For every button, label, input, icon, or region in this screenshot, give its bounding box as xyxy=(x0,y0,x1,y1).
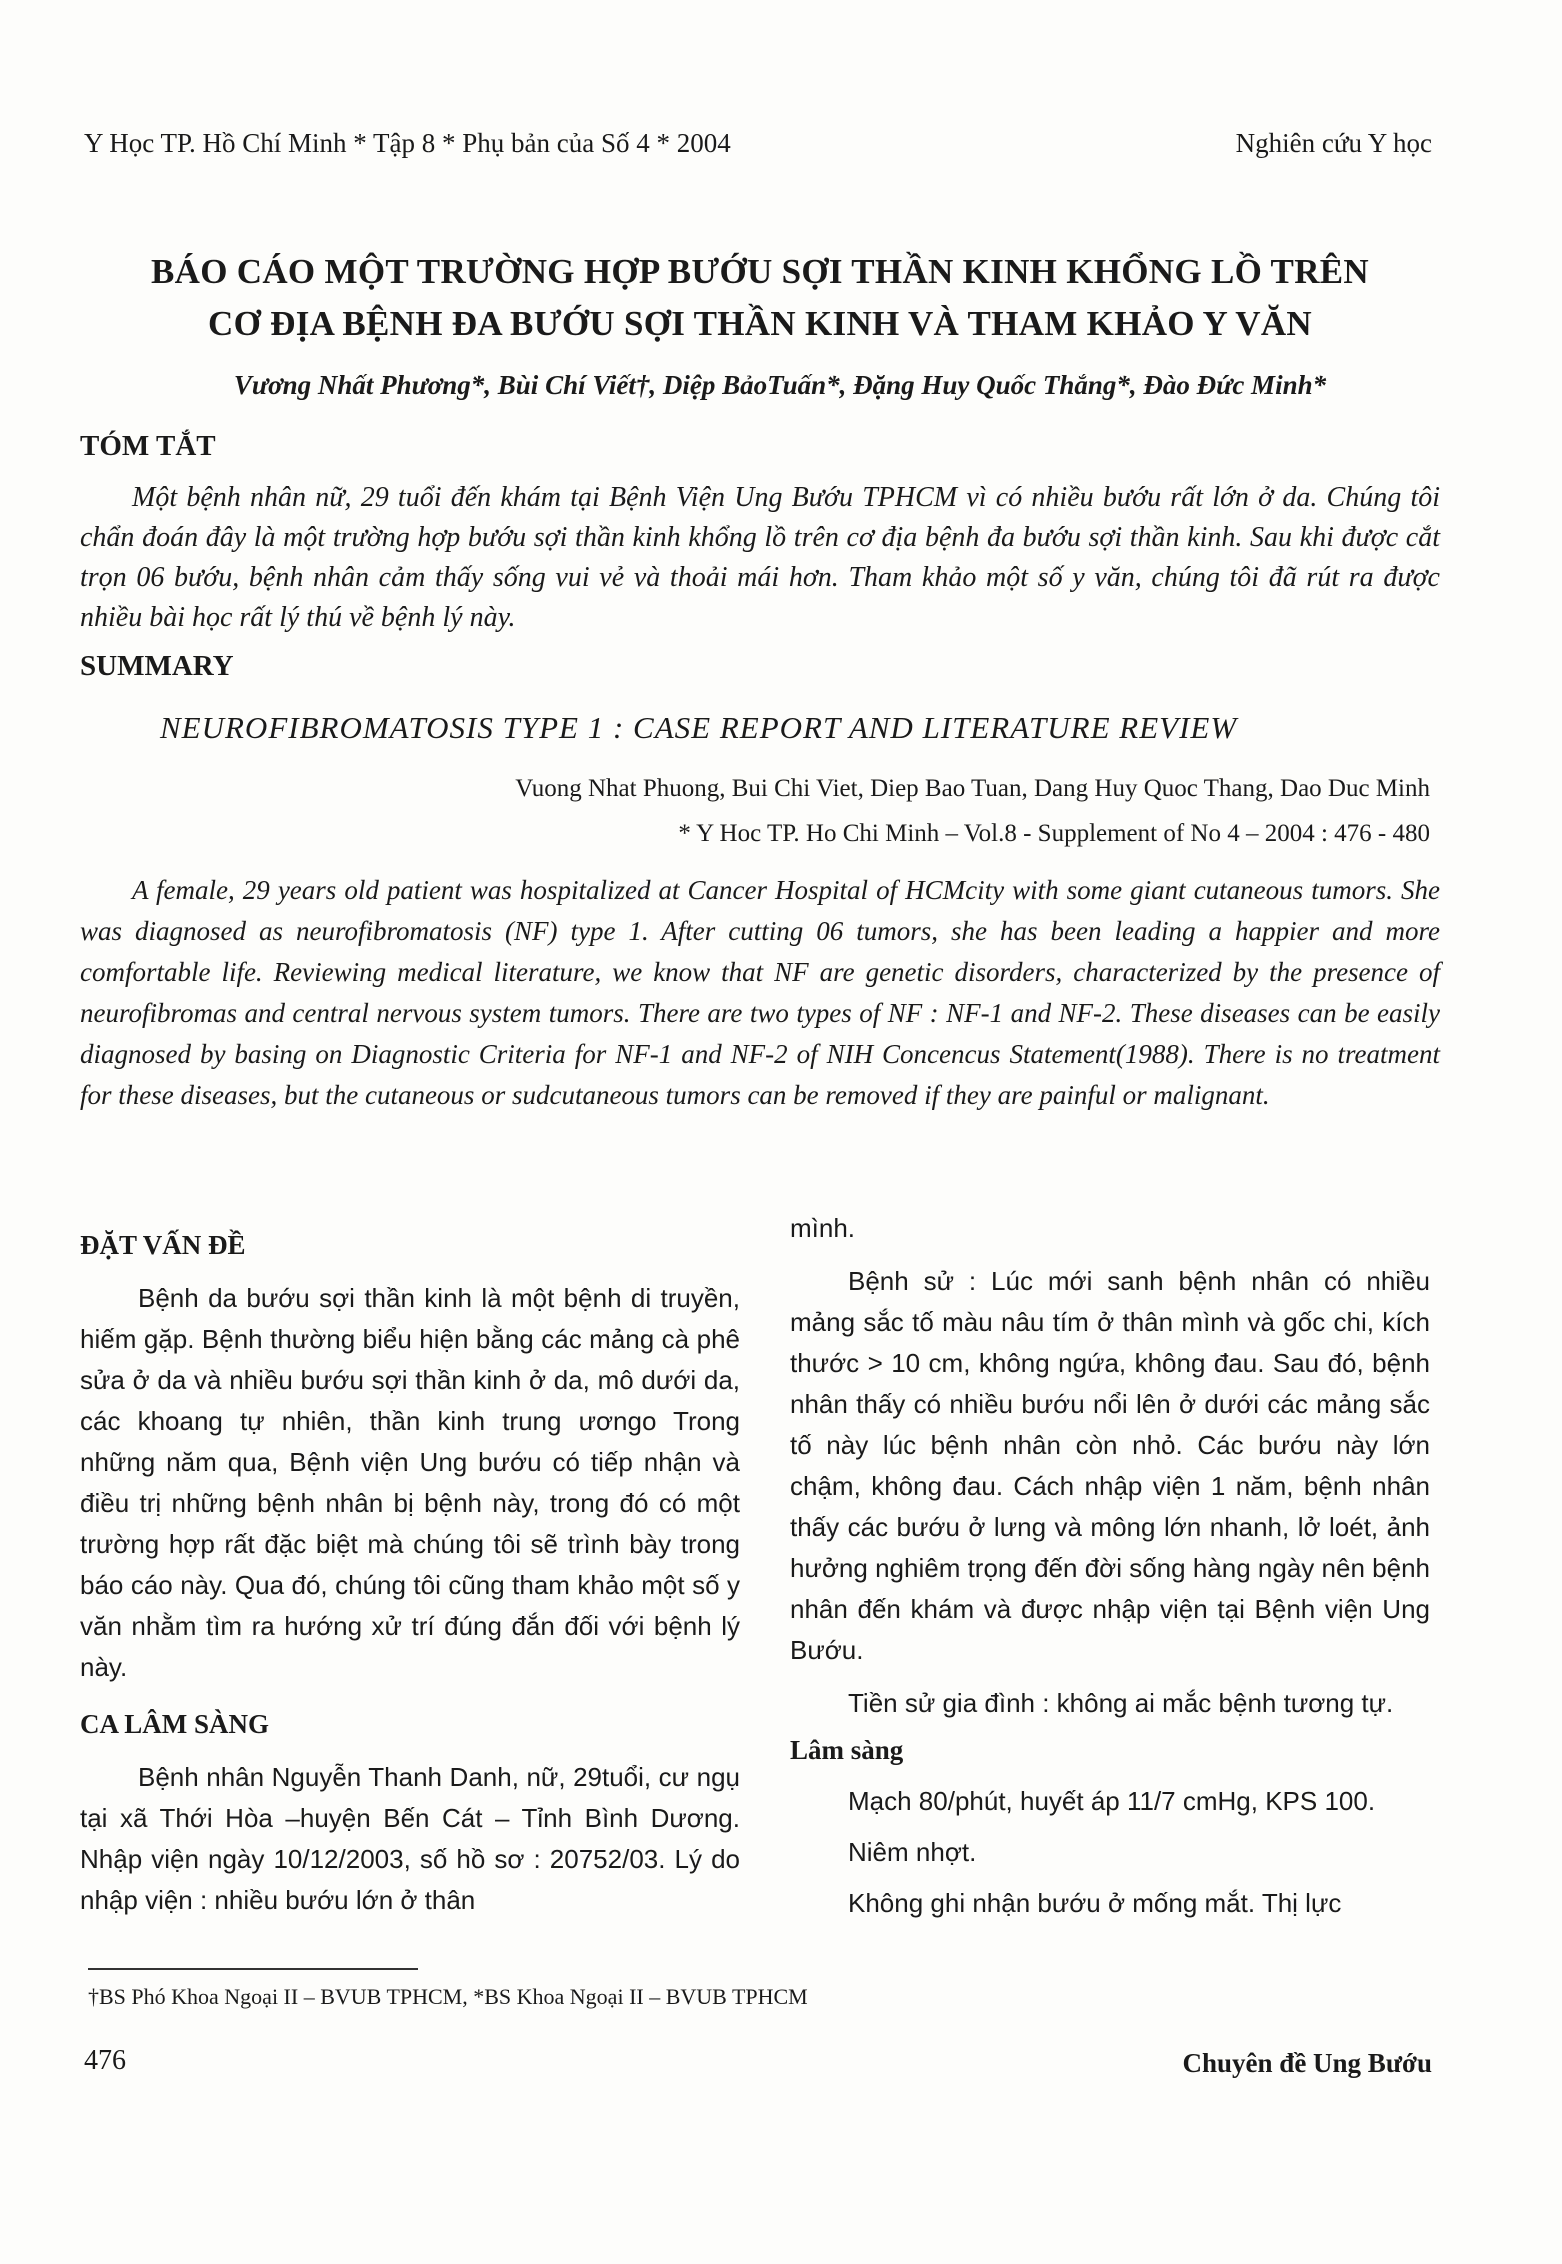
page-number: 476 xyxy=(84,2045,126,2076)
authors: Vương Nhất Phương*, Bùi Chí Viết†, Diệp BảoTuấn*, Đặng Huy Quốc Thắng*, Đào Đức Minh* xyxy=(233,370,1327,400)
article-title-line-1: BÁO CÁO MỘT TRƯỜNG HỢP BƯỚU SỢI THẦN KINH KHỔNG LỒ TRÊN xyxy=(150,252,1369,291)
intro-paragraph: Bệnh da bướu sợi thần kinh là một bệnh di truyền, hiếm gặp. Bệnh thường biểu hiện bằng các mảng cà phê sửa ở da và nhiều bướu sợi thần kinh ở da, mô dưới da, các khoang tự nhiên, thần kinh trung ươngo Trong những năm qua, Bệnh viện Ung bướu có tiếp nhận và điều trị những bệnh nhân bị bệnh này, trong đó có một trường hợp rất đặc biệt mà chúng tôi sẽ trình bày trong báo cáo này. Qua đó, chúng tôi cũng tham khảo một số y văn nhằm tìm ra hướng xử trí đúng đắn đối với bệnh lý này. xyxy=(80,1283,740,1682)
footer-section: Chuyên đề Ung Bướu xyxy=(1182,2048,1432,2078)
intro-heading: ĐẶT VẤN ĐỀ xyxy=(80,1230,246,1260)
continuation-text: mình. xyxy=(790,1213,856,1243)
footnote-rule xyxy=(88,1968,418,1970)
case-paragraph: Bệnh nhân Nguyễn Thanh Danh, nữ, 29tuổi, cư ngụ tại xã Thới Hòa –huyện Bến Cát – Tỉnh Bình Dương. Nhập viện ngày 10/12/2003, số hồ sơ : 20752/03. Lý do nhập viện : nhiều bướu lớn ở thân xyxy=(80,1762,740,1915)
family-history-paragraph: Tiền sử gia đình : không ai mắc bệnh tương tự. xyxy=(848,1688,1394,1718)
vitals-paragraph: Mạch 80/phút, huyết áp 11/7 cmHg, KPS 100. xyxy=(848,1786,1376,1816)
abstract-text: Một bệnh nhân nữ, 29 tuổi đến khám tại Bệnh Viện Ung Bướu TPHCM vì có nhiều bướu rất lớn ở da. Chúng tôi chẩn đoán đây là một trường hợp bướu sợi thần kinh khổng lồ trên cơ địa bệnh đa bướu sợi thần kinh. Sau khi được cắt trọn 06 bướu, bệnh nhân cảm thấy sống vui vẻ và thoải mái hơn. Tham khảo một số y văn, chúng tôi đã rút ra được nhiều bài học rất lý thú về bệnh lý này. xyxy=(80,482,1440,633)
summary-heading: SUMMARY xyxy=(80,650,234,682)
history-paragraph: Bệnh sử : Lúc mới sanh bệnh nhân có nhiều mảng sắc tố màu nâu tím ở thân mình và gốc chi, kích thước > 10 cm, không ngứa, không đau. Sau đó, bệnh nhân thấy có nhiều bướu nổi lên ở dưới các mảng sắc tố này lúc bệnh nhân còn nhỏ. Các bướu này lớn chậm, không đau. Cách nhập viện 1 năm, bệnh nhân thấy các bướu ở lưng và mông lớn nhanh, lở loét, ảnh hưởng nghiêm trọng đến đời sống hàng ngày nên bệnh nhân đến khám và được nhập viện tại Bệnh viện Ung Bướu. xyxy=(790,1266,1430,1665)
right-column xyxy=(790,1208,1430,1924)
abstract-heading: TÓM TẮT xyxy=(80,430,216,462)
left-column xyxy=(80,1225,740,1921)
case-heading: CA LÂM SÀNG xyxy=(80,1709,270,1739)
section-header: Nghiên cứu Y học xyxy=(1235,128,1432,158)
summary-text: A female, 29 years old patient was hospitalized at Cancer Hospital of HCMcity with some giant cutaneous tumors. She was diagnosed as neurofibromatosis (NF) type 1. After cutting 06 tumors, she has been leading a happier and more comfortable life. Reviewing medical literature, we know that NF are genetic disorders, characterized by the presence of neurofibromas and central nervous system tumors. There are two types of NF : NF-1 and NF-2. These diseases can be easily diagnosed by basing on Diagnostic Criteria for NF-1 and NF-2 of NIH Concencus Statement(1988). There is no treatment for these diseases, but the cutaneous or sudcutaneous tumors can be removed if they are painful or malignant. xyxy=(80,875,1440,1110)
journal-header: Y Học TP. Hồ Chí Minh * Tập 8 * Phụ bản của Số 4 * 2004 xyxy=(84,128,731,158)
article-title-line-2: CƠ ĐỊA BỆNH ĐA BƯỚU SỢI THẦN KINH VÀ THAM KHẢO Y VĂN xyxy=(208,304,1312,343)
footnote: †BS Phó Khoa Ngoại II – BVUB TPHCM, *BS Khoa Ngoại II – BVUB TPHCM xyxy=(88,1984,808,2009)
summary-title: NEUROFIBROMATOSIS TYPE 1 : CASE REPORT AND LITERATURE REVIEW xyxy=(160,710,1238,745)
summary-authors: Vuong Nhat Phuong, Bui Chi Viet, Diep Bao Tuan, Dang Huy Quoc Thang, Dao Duc Minh xyxy=(515,775,1430,802)
mucosa-paragraph: Niêm nhợt. xyxy=(848,1837,977,1867)
clinical-subheading: Lâm sàng xyxy=(790,1735,904,1765)
summary-citation: * Y Hoc TP. Ho Chi Minh – Vol.8 - Supplement of No 4 – 2004 : 476 - 480 xyxy=(678,820,1430,847)
eye-paragraph: Không ghi nhận bướu ở mống mắt. Thị lực xyxy=(848,1888,1342,1918)
